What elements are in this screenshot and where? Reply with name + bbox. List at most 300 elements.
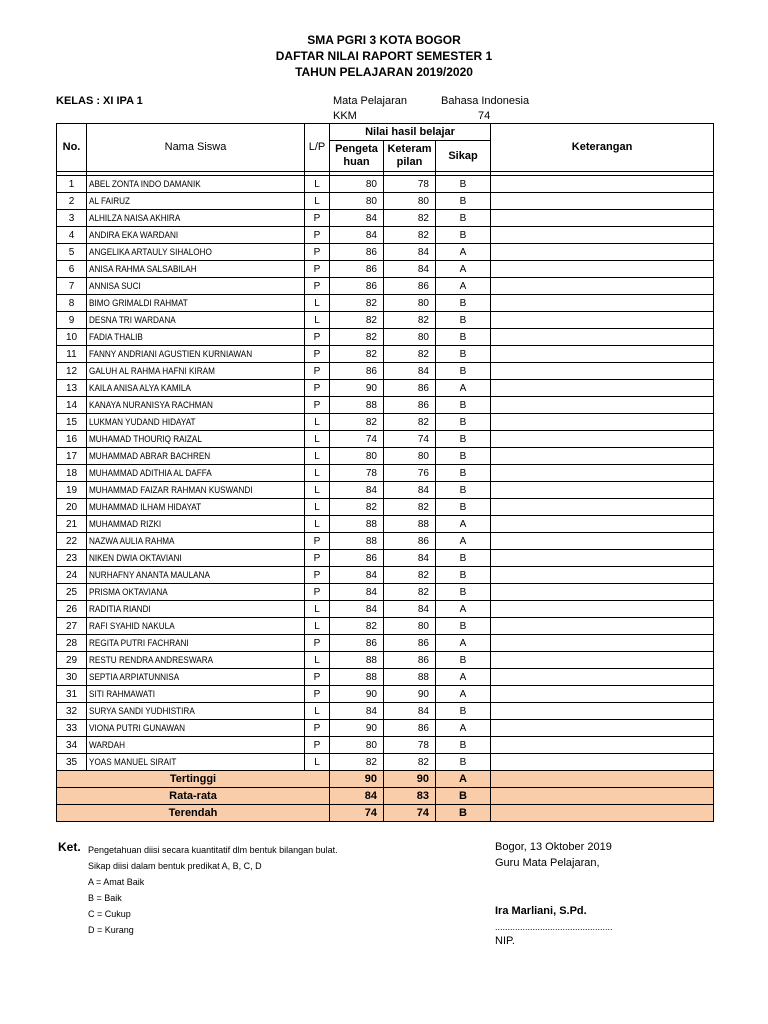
skill-score: 80 [384,618,436,635]
student-name [87,346,305,363]
student-gender: P [305,550,330,567]
summary-skill: 74 [384,805,436,822]
remarks-cell [491,533,714,550]
student-name [87,312,305,329]
table-row [57,737,714,754]
remarks-cell [491,635,714,652]
attitude-grade: B [436,584,491,601]
remarks-cell [491,652,714,669]
attitude-grade: B [436,737,491,754]
student-gender: L [305,652,330,669]
summary-label: Rata-rata [57,788,330,805]
attitude-grade: B [436,210,491,227]
student-gender: P [305,635,330,652]
attitude-grade: B [436,414,491,431]
knowledge-score: 88 [330,652,384,669]
table-row [57,686,714,703]
subject-value: Bahasa Indonesia [441,95,530,107]
summary-row [57,771,714,788]
student-name [87,754,305,771]
attitude-grade: B [436,329,491,346]
row-number: 30 [57,669,87,686]
student-name-text: SURYA SANDI YUDHISTIRA [89,705,195,717]
student-gender: P [305,210,330,227]
remarks-cell [491,754,714,771]
table-row [57,516,714,533]
student-name-text: RAFI SYAHID NAKULA [89,620,175,632]
table-row [57,567,714,584]
student-name-text: REGITA PUTRI FACHRANI [89,637,189,649]
student-name-text: ANDIRA EKA WARDANI [89,229,179,241]
row-number: 33 [57,720,87,737]
attitude-grade: B [436,227,491,244]
student-name [87,397,305,414]
student-name-text: VIONA PUTRI GUNAWAN [89,722,186,734]
remarks-cell [491,329,714,346]
remarks-cell [491,176,714,193]
table-row [57,397,714,414]
col-group-scores: Nilai hasil belajar [330,124,491,141]
row-number: 20 [57,499,87,516]
student-name [87,737,305,754]
knowledge-score: 88 [330,397,384,414]
row-number: 8 [57,295,87,312]
knowledge-score: 86 [330,278,384,295]
student-gender: P [305,329,330,346]
table-row [57,278,714,295]
student-name [87,244,305,261]
student-name-text: KAILA ANISA ALYA KAMILA [89,382,191,394]
student-name [87,193,305,210]
summary-skill: 90 [384,771,436,788]
skill-score: 82 [384,346,436,363]
place-date: Bogor, 13 Oktober 2019 [495,841,612,853]
student-gender: P [305,397,330,414]
student-gender: P [305,533,330,550]
student-name-text: MUHAMMAD RIZKI [89,518,162,530]
student-gender: P [305,686,330,703]
row-number: 5 [57,244,87,261]
knowledge-score: 84 [330,210,384,227]
attitude-grade: A [436,261,491,278]
student-name-text: SEPTIA ARPIATUNNISA [89,671,180,683]
class-label: KELAS : XI IPA 1 [56,95,143,107]
table-row [57,227,714,244]
note-line: C = Cukup [88,909,131,919]
student-gender: L [305,516,330,533]
skill-score: 88 [384,669,436,686]
knowledge-score: 86 [330,635,384,652]
note-line: Pengetahuan diisi secara kuantitatif dlm bentuk bilangan bulat. [88,845,338,855]
table-row [57,261,714,278]
summary-knowledge: 74 [330,805,384,822]
attitude-grade: B [436,312,491,329]
attitude-grade: B [436,754,491,771]
row-number: 31 [57,686,87,703]
skill-score: 80 [384,193,436,210]
student-name [87,210,305,227]
knowledge-score: 82 [330,414,384,431]
student-gender: P [305,720,330,737]
student-name [87,414,305,431]
remarks-cell [491,499,714,516]
skill-score: 86 [384,397,436,414]
student-gender: L [305,431,330,448]
row-number: 16 [57,431,87,448]
student-name [87,652,305,669]
skill-score: 78 [384,176,436,193]
student-name-text: RESTU RENDRA ANDRESWARA [89,654,214,666]
table-row [57,499,714,516]
attitude-grade: A [436,533,491,550]
table-row [57,210,714,227]
student-name-text: MUHAMMAD ADITHIA AL DAFFA [89,467,212,479]
knowledge-score: 84 [330,584,384,601]
attitude-grade: B [436,448,491,465]
remarks-cell [491,516,714,533]
student-name-text: ANISA RAHMA SALSABILAH [89,263,197,275]
kkm-value: 74 [478,110,491,122]
skill-score: 86 [384,380,436,397]
row-number: 2 [57,193,87,210]
row-number: 25 [57,584,87,601]
student-name [87,601,305,618]
summary-attitude: B [436,805,491,822]
summary-remarks [491,788,714,805]
student-gender: P [305,346,330,363]
attitude-grade: A [436,516,491,533]
summary-attitude: A [436,771,491,788]
skill-score: 76 [384,465,436,482]
skill-score: 80 [384,295,436,312]
remarks-cell [491,482,714,499]
col-gender: L/P [305,124,330,172]
notes-title: Ket. [58,840,81,854]
summary-row [57,805,714,822]
row-number: 7 [57,278,87,295]
signature-dots: ............................................... [495,922,613,932]
row-number: 10 [57,329,87,346]
table-row [57,346,714,363]
student-gender: L [305,482,330,499]
student-name [87,499,305,516]
col-name: Nama Siswa [87,124,305,172]
summary-row [57,788,714,805]
signer-role: Guru Mata Pelajaran, [495,857,600,869]
table-row [57,380,714,397]
student-gender: L [305,312,330,329]
remarks-cell [491,720,714,737]
attitude-grade: B [436,550,491,567]
skill-score: 84 [384,261,436,278]
skill-score: 78 [384,737,436,754]
row-number: 34 [57,737,87,754]
student-name [87,176,305,193]
knowledge-score: 84 [330,601,384,618]
student-gender: P [305,669,330,686]
student-name [87,618,305,635]
remarks-cell [491,669,714,686]
table-row [57,465,714,482]
student-name [87,363,305,380]
student-gender: P [305,244,330,261]
student-gender: L [305,414,330,431]
knowledge-score: 84 [330,227,384,244]
student-name [87,261,305,278]
row-number: 6 [57,261,87,278]
skill-score: 84 [384,244,436,261]
remarks-cell [491,448,714,465]
student-gender: L [305,176,330,193]
student-name [87,278,305,295]
row-number: 29 [57,652,87,669]
skill-score: 82 [384,584,436,601]
skill-score: 82 [384,227,436,244]
skill-score: 82 [384,499,436,516]
note-line: D = Kurang [88,925,134,935]
summary-remarks [491,805,714,822]
knowledge-score: 80 [330,737,384,754]
student-name-text: MUHAMMAD FAIZAR RAHMAN KUSWANDI [89,484,253,496]
table-row [57,720,714,737]
attitude-grade: A [436,278,491,295]
student-name-text: MUHAMMAD ILHAM HIDAYAT [89,501,202,513]
remarks-cell [491,584,714,601]
student-name [87,669,305,686]
kkm-label: KKM [333,110,357,122]
row-number: 24 [57,567,87,584]
attitude-grade: A [436,720,491,737]
remarks-cell [491,312,714,329]
student-name [87,533,305,550]
skill-score: 90 [384,686,436,703]
student-name-text: AL FAIRUZ [89,195,131,207]
table-row [57,669,714,686]
knowledge-score: 86 [330,261,384,278]
summary-label: Terendah [57,805,330,822]
skill-score: 82 [384,754,436,771]
knowledge-score: 78 [330,465,384,482]
nip-label: NIP. [495,935,515,947]
table-row [57,295,714,312]
knowledge-score: 84 [330,482,384,499]
student-gender: P [305,227,330,244]
skill-score: 84 [384,482,436,499]
remarks-cell [491,278,714,295]
skill-score: 86 [384,278,436,295]
row-number: 22 [57,533,87,550]
student-name-text: FADIA THALIB [89,331,143,343]
table-row [57,550,714,567]
summary-skill: 83 [384,788,436,805]
student-name [87,703,305,720]
row-number: 3 [57,210,87,227]
student-name [87,516,305,533]
student-name-text: PRISMA OKTAVIANA [89,586,168,598]
student-name-text: RADITIA RIANDI [89,603,151,615]
table-row [57,193,714,210]
knowledge-score: 84 [330,703,384,720]
row-number: 4 [57,227,87,244]
student-name-text: MUHAMMAD ABRAR BACHREN [89,450,211,462]
row-number: 13 [57,380,87,397]
student-name-text: NAZWA AULIA RAHMA [89,535,175,547]
student-gender: L [305,754,330,771]
row-number: 27 [57,618,87,635]
knowledge-score: 90 [330,686,384,703]
attitude-grade: A [436,669,491,686]
remarks-cell [491,465,714,482]
table-row [57,244,714,261]
attitude-grade: A [436,686,491,703]
student-name [87,465,305,482]
student-gender: L [305,499,330,516]
row-number: 11 [57,346,87,363]
knowledge-score: 82 [330,346,384,363]
attitude-grade: A [436,380,491,397]
remarks-cell [491,244,714,261]
remarks-cell [491,295,714,312]
student-name-text: NURHAFNY ANANTA MAULANA [89,569,210,581]
row-number: 19 [57,482,87,499]
skill-score: 86 [384,652,436,669]
remarks-cell [491,193,714,210]
student-name-text: MUHAMAD THOURIQ RAIZAL [89,433,202,445]
summary-remarks [491,771,714,788]
table-row [57,414,714,431]
skill-score: 74 [384,431,436,448]
subject-label: Mata Pelajaran [333,95,407,107]
remarks-cell [491,431,714,448]
note-line: A = Amat Baik [88,877,145,887]
table-row [57,176,714,193]
attitude-grade: B [436,431,491,448]
table-row [57,363,714,380]
skill-score: 80 [384,448,436,465]
col-attitude: Sikap [436,141,491,172]
table-row [57,703,714,720]
row-number: 17 [57,448,87,465]
student-gender: L [305,601,330,618]
row-number: 28 [57,635,87,652]
academic-year: TAHUN PELAJARAN 2019/2020 [295,65,473,79]
table-row [57,312,714,329]
knowledge-score: 88 [330,669,384,686]
remarks-cell [491,346,714,363]
remarks-cell [491,618,714,635]
student-name-text: DESNA TRI WARDANA [89,314,176,326]
student-name [87,686,305,703]
student-name [87,295,305,312]
student-name [87,227,305,244]
table-row [57,601,714,618]
knowledge-score: 82 [330,754,384,771]
attitude-grade: B [436,397,491,414]
knowledge-score: 90 [330,380,384,397]
remarks-cell [491,703,714,720]
summary-label: Tertinggi [57,771,330,788]
row-number: 9 [57,312,87,329]
student-name-text: ALHILZA NAISA AKHIRA [89,212,181,224]
col-knowledge: Pengeta huan [330,141,384,172]
attitude-grade: A [436,635,491,652]
knowledge-score: 86 [330,244,384,261]
attitude-grade: B [436,465,491,482]
student-name-text: ANGELIKA ARTAULY SIHALOHO [89,246,212,258]
remarks-cell [491,737,714,754]
table-row [57,652,714,669]
student-name-text: LUKMAN YUDAND HIDAYAT [89,416,196,428]
grades-table [56,123,714,822]
row-number: 26 [57,601,87,618]
attitude-grade: A [436,244,491,261]
student-gender: P [305,278,330,295]
student-gender: L [305,618,330,635]
student-name [87,380,305,397]
table-row [57,635,714,652]
student-name [87,448,305,465]
remarks-cell [491,567,714,584]
skill-score: 82 [384,210,436,227]
remarks-cell [491,380,714,397]
skill-score: 82 [384,414,436,431]
student-gender: L [305,193,330,210]
attitude-grade: B [436,482,491,499]
student-name-text: KANAYA NURANISYA RACHMAN [89,399,213,411]
student-gender: L [305,703,330,720]
skill-score: 82 [384,567,436,584]
row-number: 32 [57,703,87,720]
skill-score: 86 [384,635,436,652]
student-name-text: ABEL ZONTA INDO DAMANIK [89,178,201,190]
attitude-grade: B [436,346,491,363]
table-row [57,431,714,448]
attitude-grade: B [436,176,491,193]
table-row [57,533,714,550]
signature-block [495,839,715,949]
student-gender: P [305,380,330,397]
knowledge-score: 82 [330,618,384,635]
student-name-text: FANNY ANDRIANI AGUSTIEN KURNIAWAN [89,348,253,360]
skill-score: 84 [384,363,436,380]
student-gender: P [305,584,330,601]
remarks-cell [491,363,714,380]
student-name [87,584,305,601]
remarks-cell [491,686,714,703]
knowledge-score: 74 [330,431,384,448]
skill-score: 82 [384,312,436,329]
remarks-cell [491,210,714,227]
student-name [87,431,305,448]
document-title: DAFTAR NILAI RAPORT SEMESTER 1 [275,49,493,63]
skill-score: 84 [384,550,436,567]
attitude-grade: B [436,567,491,584]
signer-name: Ira Marliani, S.Pd. [495,905,587,917]
document-header [0,32,768,80]
student-name-text: GALUH AL RAHMA HAFNI KIRAM [89,365,215,377]
summary-attitude: B [436,788,491,805]
student-name [87,635,305,652]
row-number: 18 [57,465,87,482]
row-number: 23 [57,550,87,567]
table-row [57,618,714,635]
student-name-text: ANNISA SUCI [89,280,141,292]
knowledge-score: 90 [330,720,384,737]
row-number: 14 [57,397,87,414]
attitude-grade: B [436,193,491,210]
attitude-grade: B [436,499,491,516]
student-name-text: YOAS MANUEL SIRAIT [89,756,177,768]
